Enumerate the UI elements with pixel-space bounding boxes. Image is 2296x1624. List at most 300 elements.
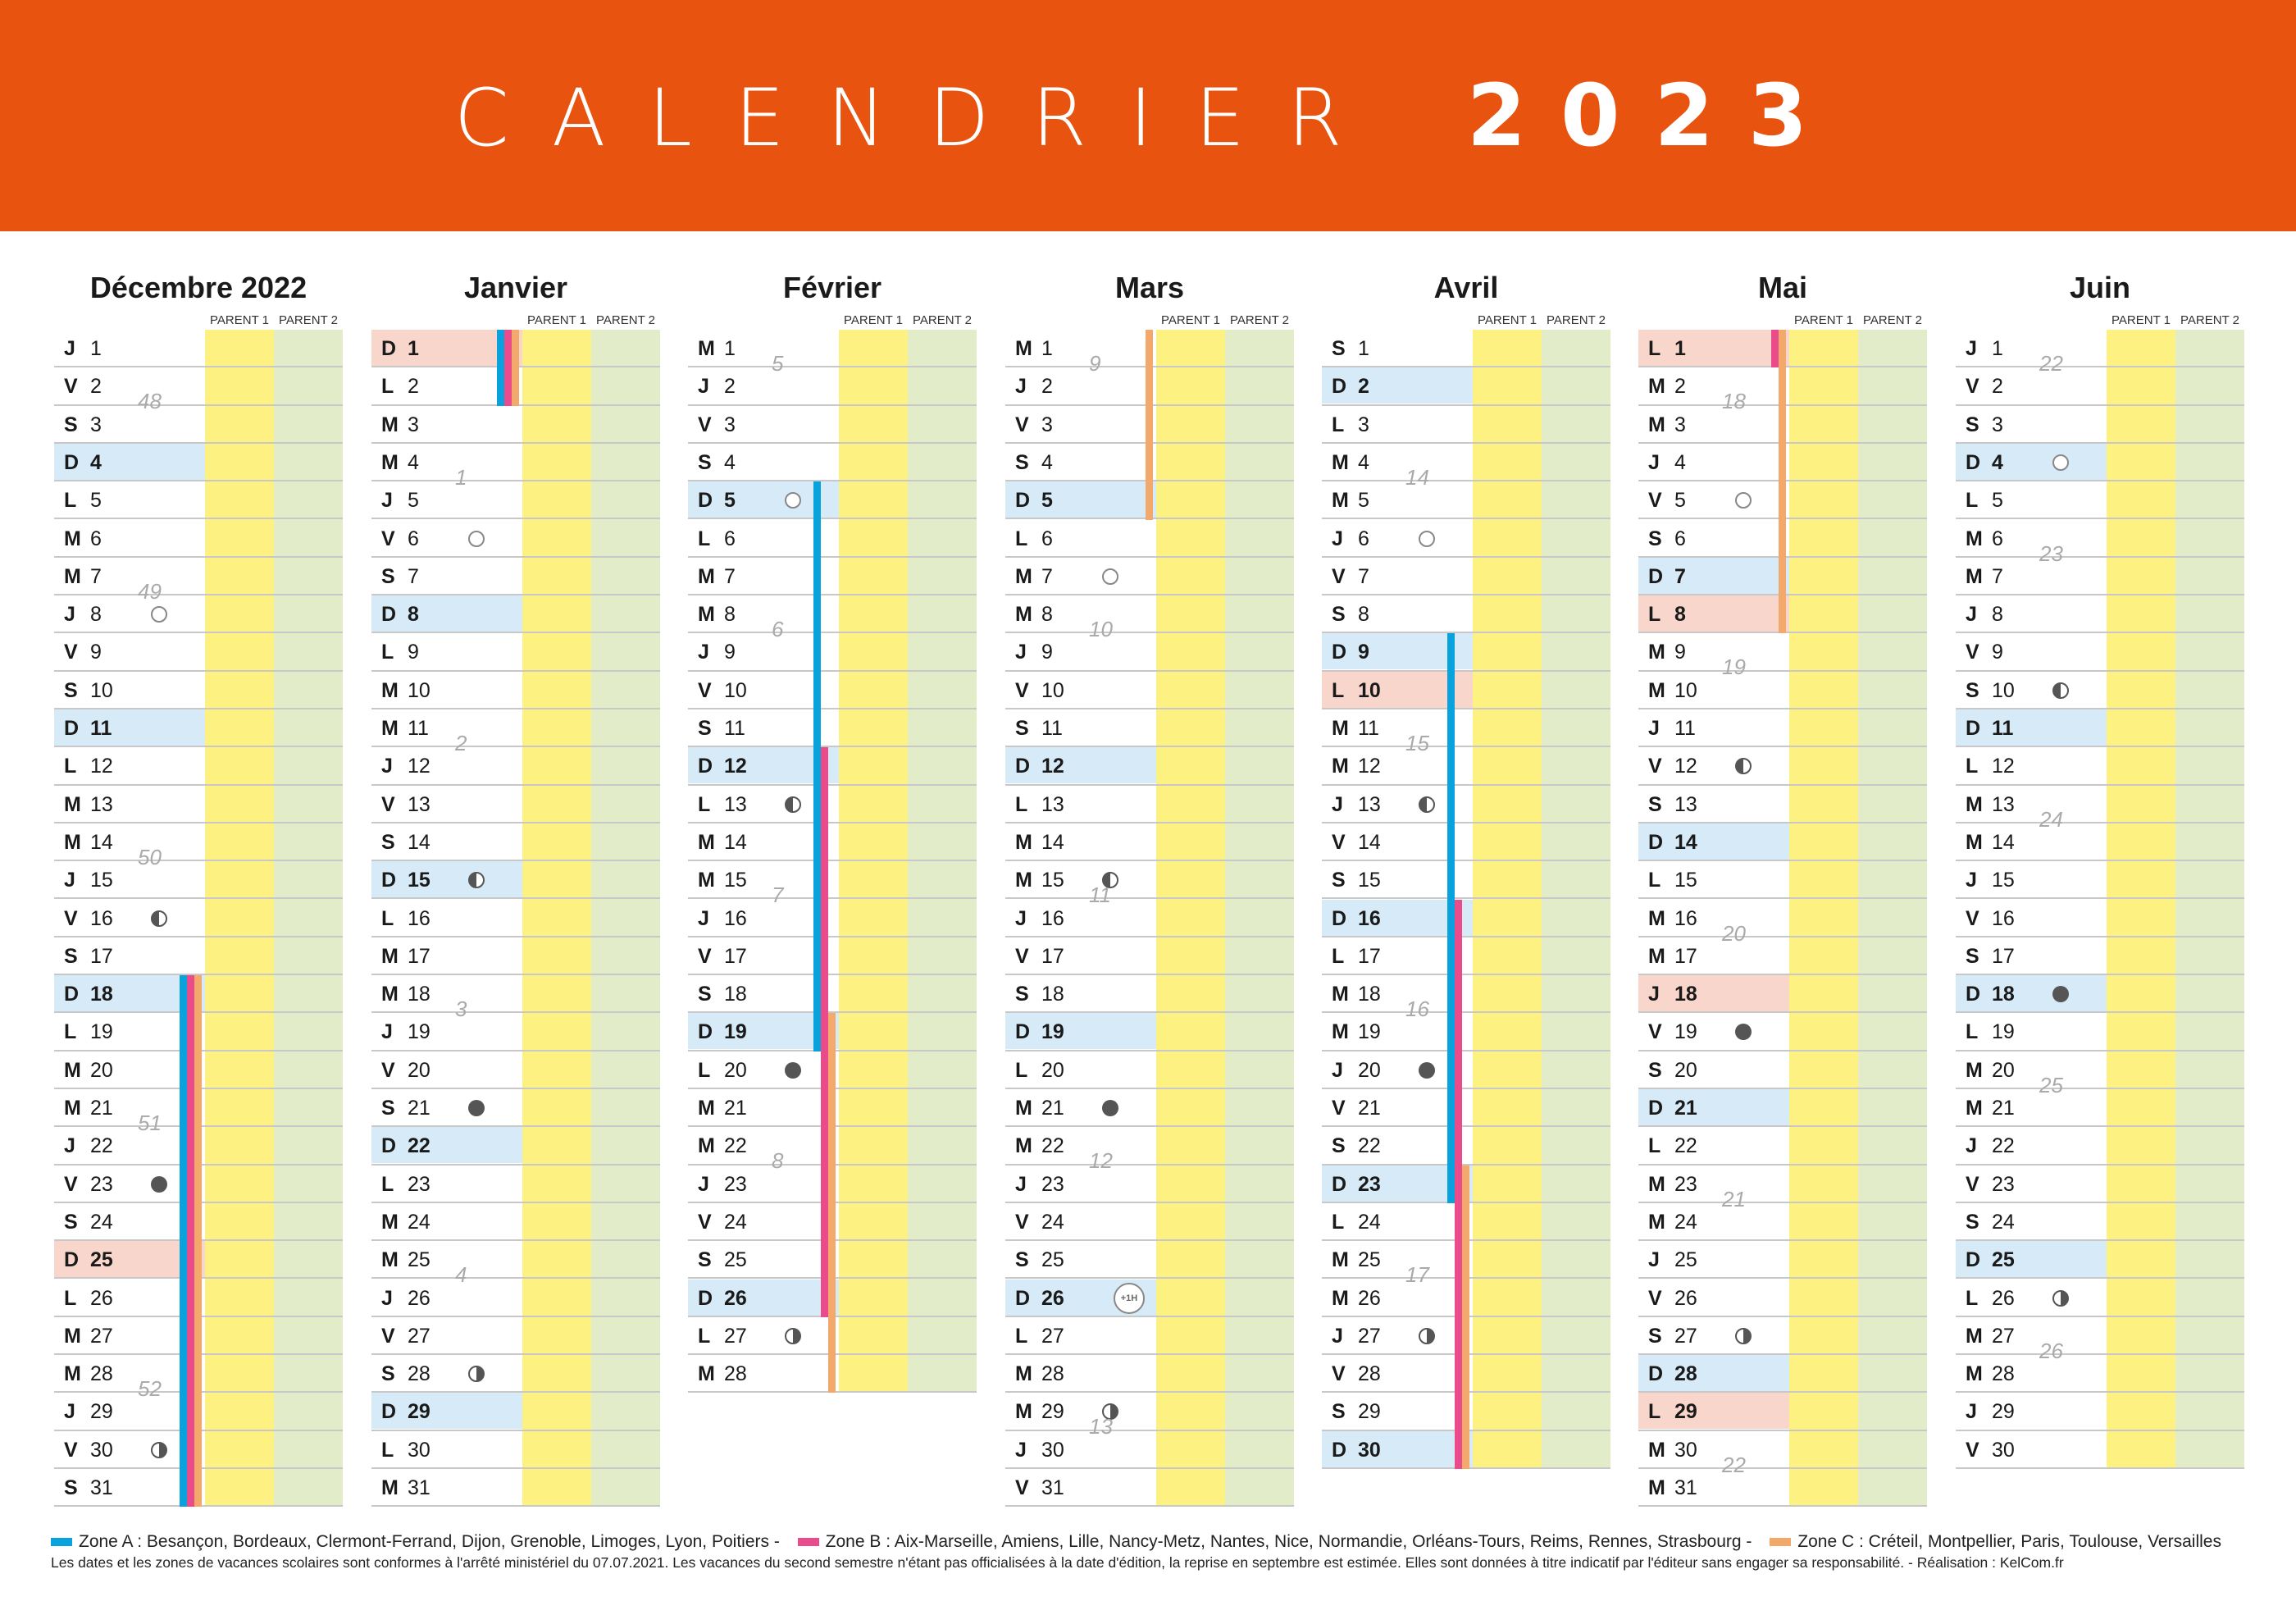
day-row[interactable] (1005, 1203, 1294, 1241)
day-number: 30 (1674, 1438, 1697, 1462)
day-row[interactable] (1956, 709, 2244, 747)
day-row[interactable] (54, 937, 343, 975)
day-number: 24 (724, 1210, 747, 1234)
day-row[interactable] (1956, 633, 2244, 671)
day-row[interactable] (1005, 1051, 1294, 1089)
day-row[interactable] (1956, 747, 2244, 785)
day-number: 17 (408, 944, 430, 968)
day-row[interactable] (1005, 558, 1294, 595)
day-row[interactable] (1638, 1241, 1927, 1279)
day-of-week: V (1332, 830, 1346, 854)
day-row[interactable] (371, 1166, 660, 1203)
day-row[interactable] (1322, 1051, 1610, 1089)
day-of-week: J (381, 489, 393, 513)
day-row[interactable] (371, 520, 660, 558)
day-number: 7 (90, 564, 102, 588)
day-row[interactable] (54, 709, 343, 747)
day-row[interactable] (1956, 367, 2244, 405)
day-row[interactable] (371, 672, 660, 709)
day-of-week: M (698, 1097, 715, 1120)
week-number: 21 (1722, 1186, 1746, 1211)
day-row[interactable] (371, 558, 660, 595)
day-row[interactable] (688, 975, 977, 1013)
day-number: 20 (724, 1058, 747, 1082)
moon-phase-icon (1735, 1024, 1752, 1040)
moon-phase-icon (468, 531, 485, 547)
day-of-week: M (1648, 1172, 1665, 1196)
day-row[interactable] (1005, 520, 1294, 558)
day-row[interactable] (371, 747, 660, 785)
day-row[interactable] (1638, 786, 1927, 823)
day-row[interactable] (1956, 558, 2244, 595)
day-row[interactable] (688, 900, 977, 937)
day-number: 25 (1674, 1248, 1697, 1272)
day-row[interactable] (1638, 747, 1927, 785)
day-row[interactable] (1638, 1127, 1927, 1165)
day-number: 23 (1992, 1172, 2015, 1196)
day-row[interactable] (688, 444, 977, 481)
parent-2-header: PARENT 2 (913, 313, 972, 327)
day-row[interactable] (1638, 1166, 1927, 1203)
day-of-week: L (698, 792, 711, 816)
day-row[interactable] (54, 633, 343, 671)
day-row[interactable] (1956, 1089, 2244, 1127)
day-row[interactable] (371, 1089, 660, 1127)
day-row[interactable] (1005, 1317, 1294, 1355)
day-row[interactable] (371, 1469, 660, 1507)
day-of-week: S (1648, 1324, 1662, 1348)
moon-phase-icon (151, 1442, 167, 1458)
day-of-week: D (1648, 1362, 1664, 1386)
week-number: 49 (138, 578, 162, 604)
day-of-week: V (1648, 489, 1662, 513)
day-number: 18 (1358, 983, 1381, 1006)
day-number: 8 (1041, 603, 1053, 627)
day-row[interactable] (1956, 1317, 2244, 1355)
day-row[interactable] (54, 786, 343, 823)
day-of-week: S (1015, 1248, 1029, 1272)
day-row[interactable] (688, 786, 977, 823)
day-row[interactable] (54, 481, 343, 519)
moon-phase-icon (785, 1328, 801, 1344)
day-row[interactable] (371, 595, 660, 633)
day-number: 26 (1992, 1286, 2015, 1310)
day-row[interactable] (1005, 595, 1294, 633)
day-of-week: L (64, 1286, 77, 1310)
day-row[interactable] (371, 900, 660, 937)
day-row[interactable] (371, 1393, 660, 1430)
day-row[interactable] (371, 1241, 660, 1279)
day-row[interactable] (1322, 1013, 1610, 1051)
day-of-week: V (1332, 1097, 1346, 1120)
day-row[interactable] (1956, 1393, 2244, 1430)
day-of-week: D (381, 337, 397, 360)
parent-2-header: PARENT 2 (1547, 313, 1606, 327)
day-of-week: M (381, 1476, 399, 1499)
holiday-highlight (1638, 595, 1789, 632)
day-number: 14 (1041, 830, 1064, 854)
day-row[interactable] (1322, 406, 1610, 444)
day-number: 24 (408, 1210, 430, 1234)
day-row[interactable] (1322, 558, 1610, 595)
day-number: 8 (1992, 603, 2003, 627)
day-row[interactable] (1956, 975, 2244, 1013)
day-row[interactable] (1638, 861, 1927, 899)
day-row[interactable] (1638, 1469, 1927, 1507)
day-of-week: J (381, 1286, 393, 1310)
day-of-week: M (1966, 792, 1983, 816)
day-row[interactable] (371, 823, 660, 861)
day-row[interactable] (1956, 672, 2244, 709)
zone-c-holiday-bar (1779, 330, 1786, 633)
day-row[interactable] (1005, 861, 1294, 899)
day-row[interactable] (371, 937, 660, 975)
day-row[interactable] (371, 1051, 660, 1089)
day-row[interactable] (54, 367, 343, 405)
day-of-week: L (1966, 1020, 1979, 1044)
day-row[interactable] (1956, 1431, 2244, 1469)
day-row[interactable] (371, 1013, 660, 1051)
day-number: 18 (1041, 983, 1064, 1006)
day-row[interactable] (688, 709, 977, 747)
day-row[interactable] (371, 633, 660, 671)
day-row[interactable] (688, 823, 977, 861)
day-row[interactable] (1005, 823, 1294, 861)
day-row[interactable] (688, 672, 977, 709)
day-number: 29 (1358, 1400, 1381, 1424)
day-number: 4 (724, 450, 736, 474)
day-row[interactable] (1322, 975, 1610, 1013)
day-of-week: S (698, 717, 712, 740)
day-row[interactable] (1005, 709, 1294, 747)
day-row[interactable] (1956, 1127, 2244, 1165)
day-row[interactable] (1956, 900, 2244, 937)
day-row[interactable] (1638, 823, 1927, 861)
day-row[interactable] (1956, 595, 2244, 633)
day-row[interactable] (1005, 1431, 1294, 1469)
day-row[interactable] (688, 481, 977, 519)
day-row[interactable] (1005, 1013, 1294, 1051)
moon-phase-icon (1735, 1328, 1752, 1344)
day-row[interactable] (688, 367, 977, 405)
day-row[interactable] (688, 747, 977, 785)
moon-phase-icon (1735, 492, 1752, 509)
day-row[interactable] (371, 861, 660, 899)
day-row[interactable] (1956, 1203, 2244, 1241)
day-row[interactable] (1956, 1166, 2244, 1203)
title-word: CALENDRIER (453, 72, 1385, 164)
day-of-week: J (1966, 869, 1977, 892)
day-number: 11 (1358, 717, 1379, 740)
day-row[interactable] (1322, 937, 1610, 975)
day-row[interactable] (1956, 937, 2244, 975)
day-row[interactable] (371, 1317, 660, 1355)
day-of-week: M (381, 450, 399, 474)
day-of-week: S (1332, 603, 1346, 627)
day-row[interactable] (1322, 672, 1610, 709)
day-row[interactable] (1005, 1280, 1294, 1317)
day-row[interactable] (1638, 633, 1927, 671)
day-of-week: L (1966, 1286, 1979, 1310)
day-row[interactable] (371, 1203, 660, 1241)
day-row[interactable] (1322, 1089, 1610, 1127)
month-name: Juin (2069, 271, 2130, 304)
day-of-week: M (1015, 337, 1032, 360)
day-row[interactable] (1638, 1089, 1927, 1127)
day-of-week: M (381, 944, 399, 968)
day-row[interactable] (1322, 823, 1610, 861)
day-of-week: D (698, 1286, 713, 1310)
day-number: 26 (724, 1286, 747, 1310)
day-row[interactable] (371, 481, 660, 519)
day-of-week: M (698, 830, 715, 854)
day-number: 9 (1674, 641, 1686, 664)
day-number: 22 (1992, 1134, 2015, 1158)
day-row[interactable] (1005, 1355, 1294, 1393)
day-row[interactable] (1322, 330, 1610, 367)
day-number: 8 (1358, 603, 1369, 627)
day-number: 21 (1041, 1097, 1064, 1120)
day-number: 27 (1674, 1324, 1697, 1348)
day-row[interactable] (1322, 900, 1610, 937)
week-number: 17 (1405, 1262, 1429, 1288)
week-number: 3 (455, 997, 467, 1022)
day-row[interactable] (1005, 975, 1294, 1013)
day-of-week: L (381, 375, 394, 399)
day-number: 10 (90, 678, 113, 702)
day-row[interactable] (1638, 1203, 1927, 1241)
day-row[interactable] (371, 406, 660, 444)
day-number: 2 (408, 375, 419, 399)
day-row[interactable] (1638, 1431, 1927, 1469)
day-of-week: D (381, 603, 397, 627)
day-row[interactable] (1322, 861, 1610, 899)
day-number: 27 (1992, 1324, 2015, 1348)
day-row[interactable] (1956, 1280, 2244, 1317)
day-row[interactable] (688, 595, 977, 633)
week-number: 51 (138, 1111, 162, 1135)
day-row[interactable] (1005, 786, 1294, 823)
day-row[interactable] (1005, 1127, 1294, 1165)
day-row[interactable] (54, 595, 343, 633)
day-row[interactable] (371, 1431, 660, 1469)
day-row[interactable] (54, 861, 343, 899)
day-row[interactable] (1005, 747, 1294, 785)
day-row[interactable] (1956, 786, 2244, 823)
day-number: 5 (1992, 489, 2003, 513)
day-row[interactable] (1322, 444, 1610, 481)
parent-1-header: PARENT 1 (844, 313, 903, 327)
day-row[interactable] (54, 823, 343, 861)
day-row[interactable] (688, 330, 977, 367)
day-row[interactable] (1322, 481, 1610, 519)
day-row[interactable] (1638, 937, 1927, 975)
day-row[interactable] (1956, 406, 2244, 444)
day-of-week: D (1966, 1248, 1981, 1272)
day-row[interactable] (1005, 900, 1294, 937)
day-row[interactable] (1322, 786, 1610, 823)
day-row[interactable] (1638, 1317, 1927, 1355)
week-number: 13 (1089, 1414, 1113, 1439)
day-number: 14 (1992, 830, 2015, 854)
day-number: 31 (1041, 1476, 1064, 1499)
zone-c-holiday-bar (1146, 330, 1153, 520)
day-row[interactable] (1005, 1089, 1294, 1127)
day-of-week: D (1015, 1020, 1031, 1044)
day-of-week: M (381, 1248, 399, 1272)
day-row[interactable] (688, 406, 977, 444)
day-row[interactable] (371, 1127, 660, 1165)
day-of-week: J (64, 1400, 75, 1424)
day-row[interactable] (1956, 1013, 2244, 1051)
day-row[interactable] (371, 709, 660, 747)
day-of-week: V (381, 527, 395, 550)
day-row[interactable] (1956, 1051, 2244, 1089)
day-of-week: D (1966, 450, 1981, 474)
day-row[interactable] (1956, 1241, 2244, 1279)
day-number: 20 (408, 1058, 430, 1082)
week-number: 14 (1405, 464, 1429, 490)
month-name: Janvier (463, 271, 568, 304)
day-row[interactable] (1005, 1241, 1294, 1279)
day-row[interactable] (1956, 1355, 2244, 1393)
day-row[interactable] (1956, 520, 2244, 558)
day-of-week: M (1015, 830, 1032, 854)
day-row[interactable] (688, 633, 977, 671)
day-row[interactable] (1638, 900, 1927, 937)
day-number: 30 (1358, 1438, 1381, 1462)
day-number: 22 (724, 1134, 747, 1158)
day-row[interactable] (1322, 520, 1610, 558)
day-row[interactable] (54, 520, 343, 558)
day-row[interactable] (1005, 672, 1294, 709)
day-row[interactable] (54, 672, 343, 709)
day-number: 16 (408, 906, 430, 930)
day-row[interactable] (1005, 1469, 1294, 1507)
day-row[interactable] (1956, 861, 2244, 899)
day-row[interactable] (1638, 1051, 1927, 1089)
day-number: 1 (1358, 337, 1369, 360)
day-row[interactable] (1005, 937, 1294, 975)
day-of-week: V (1648, 1286, 1662, 1310)
day-number: 7 (724, 564, 736, 588)
day-row[interactable] (371, 786, 660, 823)
day-row[interactable] (54, 558, 343, 595)
day-of-week: L (381, 906, 394, 930)
day-row[interactable] (1005, 1393, 1294, 1430)
day-of-week: L (1648, 1134, 1661, 1158)
day-number: 30 (1041, 1438, 1064, 1462)
day-row[interactable] (54, 444, 343, 481)
day-number: 13 (1992, 792, 2015, 816)
day-row[interactable] (1322, 595, 1610, 633)
day-of-week: M (1648, 413, 1665, 436)
day-of-week: M (1966, 1097, 1983, 1120)
day-row[interactable] (1956, 444, 2244, 481)
day-number: 22 (408, 1134, 430, 1158)
day-of-week: S (381, 564, 395, 588)
day-of-week: M (64, 1097, 81, 1120)
day-row[interactable] (371, 975, 660, 1013)
day-row[interactable] (1638, 672, 1927, 709)
day-of-week: L (381, 1172, 394, 1196)
day-of-week: J (1015, 641, 1027, 664)
week-number: 4 (455, 1262, 467, 1288)
day-row[interactable] (54, 330, 343, 367)
title-year: 2023 (1466, 66, 1843, 166)
day-row[interactable] (1005, 1166, 1294, 1203)
day-row[interactable] (54, 406, 343, 444)
day-number: 5 (1674, 489, 1686, 513)
day-row[interactable] (1322, 1127, 1610, 1165)
day-row[interactable] (1005, 633, 1294, 671)
day-of-week: D (64, 1248, 80, 1272)
day-number: 27 (1358, 1324, 1381, 1348)
day-of-week: S (1648, 527, 1662, 550)
day-of-week: V (1015, 944, 1029, 968)
day-row[interactable] (1638, 1355, 1927, 1393)
day-row[interactable] (1322, 709, 1610, 747)
day-row[interactable] (54, 900, 343, 937)
day-row[interactable] (1956, 823, 2244, 861)
month-column (688, 262, 977, 1509)
day-row[interactable] (688, 558, 977, 595)
day-row[interactable] (1638, 1393, 1927, 1430)
day-of-week: S (64, 1476, 78, 1499)
day-row[interactable] (371, 1280, 660, 1317)
zone-b-legend: Zone B : Aix-Marseille, Amiens, Lille, Nancy-Metz, Nantes, Nice, Normandie, Orléans-Tours, Reims, Rennes, Strasbourg - (798, 1532, 1752, 1551)
day-of-week: J (1015, 1172, 1027, 1196)
day-row[interactable] (1638, 975, 1927, 1013)
day-row[interactable] (1322, 633, 1610, 671)
day-number: 12 (1358, 755, 1381, 778)
day-of-week: M (1966, 1362, 1983, 1386)
day-row[interactable] (688, 861, 977, 899)
day-of-week: L (1648, 1400, 1661, 1424)
day-row[interactable] (688, 937, 977, 975)
day-row[interactable] (54, 747, 343, 785)
day-number: 16 (1358, 906, 1381, 930)
day-row[interactable] (371, 444, 660, 481)
zone-c-holiday-bar (512, 330, 519, 406)
day-row[interactable] (1956, 481, 2244, 519)
day-number: 12 (408, 755, 430, 778)
moon-phase-icon (1102, 568, 1118, 585)
day-row[interactable] (1638, 1280, 1927, 1317)
day-of-week: V (698, 413, 712, 436)
day-of-week: J (698, 641, 709, 664)
day-row[interactable] (1322, 367, 1610, 405)
week-number: 50 (138, 844, 162, 869)
day-number: 1 (1992, 337, 2003, 360)
day-row[interactable] (371, 1355, 660, 1393)
day-row[interactable] (688, 520, 977, 558)
day-number: 24 (1992, 1210, 2015, 1234)
day-of-week: M (1966, 564, 1983, 588)
day-of-week: L (698, 1058, 711, 1082)
zone-c-swatch (1770, 1538, 1791, 1546)
day-row[interactable] (1638, 709, 1927, 747)
zone-legend (51, 1532, 2221, 1552)
day-row[interactable] (1322, 747, 1610, 785)
holiday-highlight (1638, 330, 1789, 366)
day-number: 11 (408, 717, 429, 740)
day-row[interactable] (1956, 330, 2244, 367)
day-of-week: V (1966, 1438, 1979, 1462)
day-of-week: M (698, 1134, 715, 1158)
day-row[interactable] (1638, 1013, 1927, 1051)
moon-phase-icon (2052, 1290, 2069, 1307)
